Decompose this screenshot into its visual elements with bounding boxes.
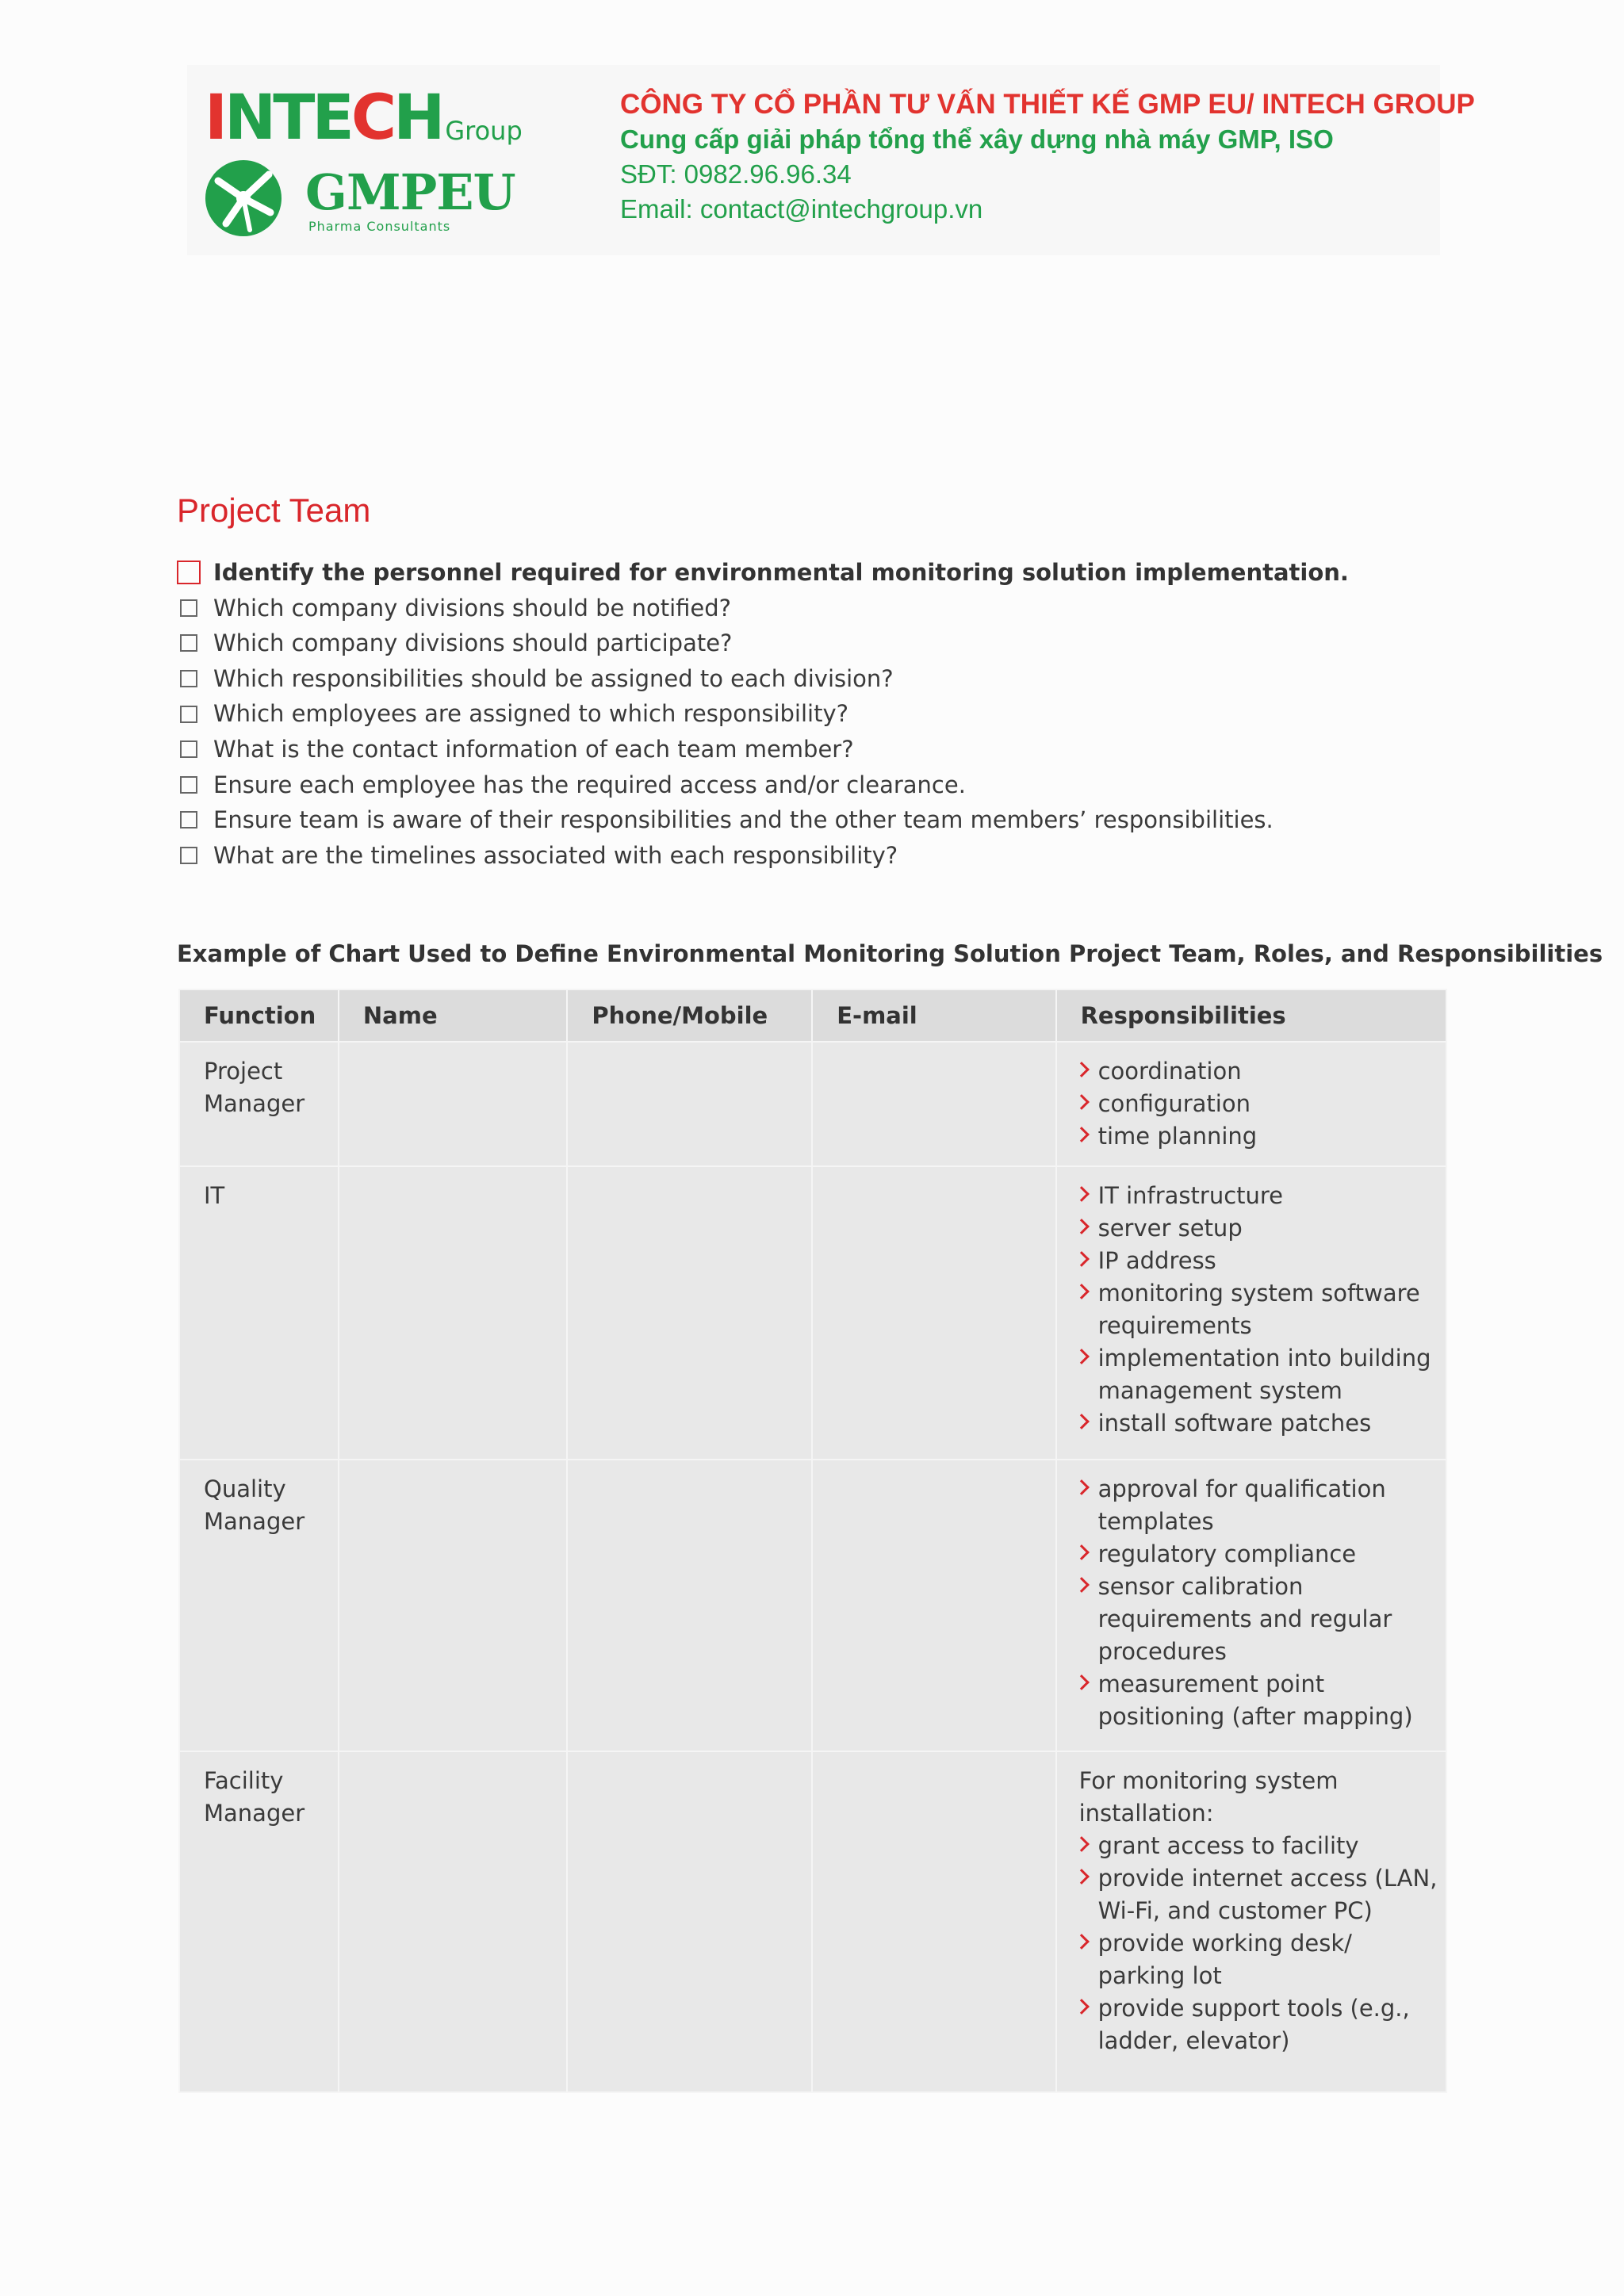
cell-phone[interactable]	[567, 1751, 812, 2092]
cell-phone[interactable]	[567, 1166, 812, 1460]
responsibility-text: IP address	[1097, 1247, 1216, 1274]
checkbox[interactable]	[180, 670, 197, 687]
responsibility-text: provide working desk/ parking lot	[1097, 1930, 1352, 1989]
responsibility-item	[1079, 1180, 1441, 1212]
checklist-item: Ensure team is aware of their responsibilities and the other team members’ responsibilities.	[177, 802, 1349, 838]
chevron-right-icon	[1076, 1055, 1089, 1088]
checkbox[interactable]	[180, 634, 197, 652]
responsibility-text: provide support tools (e.g., ladder, elevator)	[1097, 1995, 1410, 2054]
responsibility-item	[1079, 1342, 1441, 1407]
responsibility-item	[1079, 1120, 1441, 1153]
checklist-item: Which company divisions should be notified?	[177, 591, 1349, 626]
responsibility-item	[1079, 1862, 1441, 1927]
responsibility-text: grant access to facility	[1097, 1832, 1359, 1859]
responsibility-item	[1079, 1277, 1441, 1342]
table-header-row	[179, 989, 1446, 1042]
responsibility-item	[1079, 1571, 1441, 1668]
chevron-right-icon	[1076, 1571, 1089, 1603]
responsibility-item	[1079, 1212, 1441, 1245]
gmpeu-logo-text: GMPEU	[305, 163, 515, 221]
responsibility-text: server setup	[1097, 1215, 1243, 1242]
responsibility-text: IT infrastructure	[1097, 1182, 1284, 1209]
checklist-item: What are the timelines associated with each responsibility?	[177, 838, 1349, 874]
responsibility-text: approval for qualification templates	[1097, 1475, 1386, 1535]
chevron-right-icon	[1076, 1473, 1089, 1506]
responsibility-text: monitoring system software requirements	[1097, 1280, 1420, 1339]
cell-name[interactable]	[339, 1751, 568, 2092]
responsibility-text: measurement point positioning (after mapping)	[1097, 1670, 1413, 1730]
responsibility-text: provide internet access (LAN, Wi-Fi, and customer PC)	[1097, 1865, 1438, 1924]
cell-responsibilities	[1056, 1460, 1446, 1751]
company-name: CÔNG TY CỔ PHẦN TƯ VẤN THIẾT KẾ GMP EU/ INTECH GROUP	[620, 89, 1475, 120]
chevron-right-icon	[1076, 1668, 1089, 1701]
cell-function: Quality Manager	[179, 1460, 339, 1751]
responsibility-item	[1079, 1245, 1441, 1277]
responsibilities-table	[178, 989, 1447, 2093]
cell-name[interactable]	[339, 1042, 568, 1166]
responsibility-text: time planning	[1097, 1123, 1258, 1150]
responsibility-item	[1079, 1992, 1441, 2057]
cell-function: Facility Manager	[179, 1751, 339, 2092]
table-row	[179, 1751, 1446, 2092]
checklist-item: Which company divisions should participate?	[177, 626, 1349, 661]
responsibility-item	[1079, 1830, 1441, 1862]
checkbox[interactable]	[180, 847, 197, 864]
checkbox[interactable]	[180, 776, 197, 794]
chevron-right-icon	[1076, 1407, 1089, 1440]
responsibility-list	[1079, 1473, 1441, 1733]
checklist	[177, 555, 1349, 873]
checklist-item: Which responsibilities should be assigned to each division?	[177, 661, 1349, 697]
checklist-item: Which employees are assigned to which responsibility?	[177, 696, 1349, 732]
column-header: Responsibilities	[1056, 989, 1446, 1042]
chevron-right-icon	[1076, 1862, 1089, 1895]
responsibility-list	[1079, 1830, 1441, 2057]
cell-phone[interactable]	[567, 1460, 812, 1751]
responsibility-item	[1079, 1668, 1441, 1733]
chevron-right-icon	[1076, 1180, 1089, 1212]
checklist-item: Identify the personnel required for environmental monitoring solution implementation.	[177, 555, 1349, 591]
cell-email[interactable]	[812, 1460, 1055, 1751]
chevron-right-icon	[1076, 1088, 1089, 1120]
cell-email[interactable]	[812, 1042, 1055, 1166]
responsibility-item	[1079, 1927, 1441, 1992]
chevron-right-icon	[1076, 1342, 1089, 1375]
chevron-right-icon	[1076, 1992, 1089, 2025]
checkbox[interactable]	[180, 706, 197, 723]
checklist-item: Ensure each employee has the required access and/or clearance.	[177, 767, 1349, 803]
responsibility-text: sensor calibration requirements and regular procedures	[1097, 1573, 1392, 1665]
column-header: Name	[339, 989, 568, 1042]
chevron-right-icon	[1076, 1277, 1089, 1310]
checkbox[interactable]	[180, 740, 197, 758]
gmpeu-emblem-icon	[202, 157, 285, 239]
responsibility-item	[1079, 1473, 1441, 1538]
checkbox[interactable]	[180, 811, 197, 828]
company-tagline: Cung cấp giải pháp tổng thể xây dựng nhà máy GMP, ISO	[620, 124, 1334, 154]
intech-logo	[205, 79, 523, 154]
cell-name[interactable]	[339, 1166, 568, 1460]
column-header: Phone/Mobile	[567, 989, 812, 1042]
responsibility-item	[1079, 1055, 1441, 1088]
table-row	[179, 1460, 1446, 1751]
company-phone: SĐT: 0982.96.96.34	[620, 159, 852, 189]
checkbox[interactable]	[177, 561, 201, 584]
cell-email[interactable]	[812, 1166, 1055, 1460]
responsibility-text: coordination	[1097, 1058, 1242, 1085]
table-row	[179, 1042, 1446, 1166]
table-row	[179, 1166, 1446, 1460]
responsibility-list	[1079, 1055, 1441, 1153]
responsibility-item	[1079, 1538, 1441, 1571]
responsibility-item	[1079, 1407, 1441, 1440]
checklist-item: What is the contact information of each team member?	[177, 732, 1349, 767]
table-caption: Example of Chart Used to Define Environmental Monitoring Solution Project Team, Roles, and Responsibilities	[177, 940, 1603, 967]
responsibility-list	[1079, 1180, 1441, 1440]
intech-logo-text: INTECH	[205, 82, 442, 154]
chevron-right-icon	[1076, 1538, 1089, 1571]
company-info	[620, 87, 1475, 227]
chevron-right-icon	[1076, 1927, 1089, 1960]
cell-email[interactable]	[812, 1751, 1055, 2092]
column-header: Function	[179, 989, 339, 1042]
cell-responsibilities	[1056, 1166, 1446, 1460]
chevron-right-icon	[1076, 1245, 1089, 1277]
chevron-right-icon	[1076, 1830, 1089, 1862]
cell-name[interactable]	[339, 1460, 568, 1751]
company-email: Email: contact@intechgroup.vn	[620, 194, 983, 224]
responsibility-text: regulatory compliance	[1097, 1540, 1357, 1567]
cell-phone[interactable]	[567, 1042, 812, 1166]
responsibility-lead: For monitoring system installation:	[1078, 1767, 1339, 1827]
checkbox[interactable]	[180, 599, 197, 617]
cell-responsibilities	[1056, 1751, 1446, 2092]
cell-function: Project Manager	[179, 1042, 339, 1166]
responsibility-text: install software patches	[1097, 1410, 1372, 1437]
gmpeu-logo-subtitle: Pharma Consultants	[308, 219, 451, 234]
section-title: Project Team	[177, 492, 371, 529]
responsibility-text: configuration	[1097, 1090, 1251, 1117]
chevron-right-icon	[1076, 1212, 1089, 1245]
chevron-right-icon	[1076, 1120, 1089, 1153]
column-header: E-mail	[812, 989, 1055, 1042]
intech-logo-suffix: Group	[445, 116, 523, 146]
cell-responsibilities	[1056, 1042, 1446, 1166]
gmpeu-logo	[202, 157, 515, 239]
responsibility-text: implementation into building management system	[1097, 1345, 1431, 1404]
responsibility-item	[1079, 1088, 1441, 1120]
cell-function: IT	[179, 1166, 339, 1460]
